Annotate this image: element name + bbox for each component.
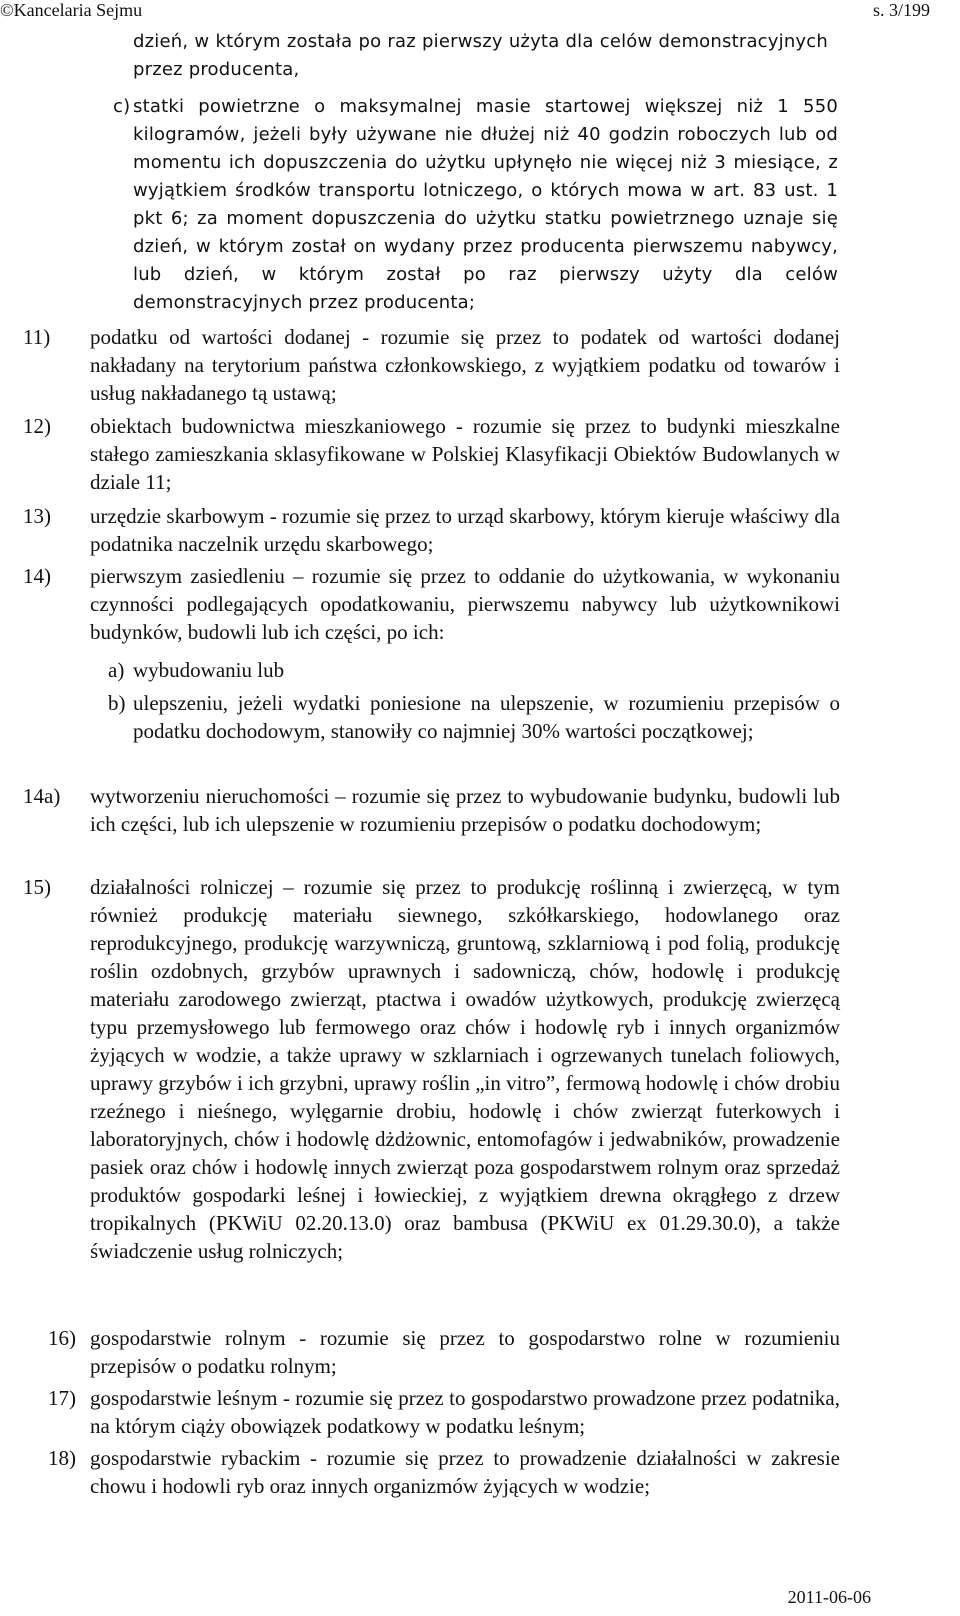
list-marker: 11) xyxy=(23,325,51,349)
definition-item-17 xyxy=(48,1384,840,1440)
list-item-text: obiektach budownictwa mieszkaniowego - rozumie się przez to budynki mieszkalne stałego zamieszkania sklasyfikowane w Polskiej Klasyfikacji Obiektów Budowlanych w dziale 11; xyxy=(90,414,840,494)
list-item-text: gospodarstwie rybackim - rozumie się przez to prowadzenie działalności w zakresie chowu i hodowli ryb oraz innych organizmów żyjących w wodzie; xyxy=(90,1446,840,1498)
list-marker: 18) xyxy=(48,1446,76,1470)
definition-item-14a xyxy=(23,782,840,838)
definition-item-12 xyxy=(23,412,840,496)
list-item-text: gospodarstwie rolnym - rozumie się przez to gospodarstwo rolne w rozumieniu przepisów o podatku rolnym; xyxy=(90,1326,840,1378)
list-item-text: podatku od wartości dodanej - rozumie się przez to podatek od wartości dodanej nakładany na terytorium państwa członkowskiego, z wyjątkiem podatku od towarów i usług nakładanego tą ustawą; xyxy=(90,325,840,405)
list-item-text: pierwszym zasiedleniu – rozumie się przez to oddanie do użytkowania, w wykonaniu czynności podlegających opodatkowaniu, pierwszemu nabywcy lub użytkownikowi budynków, budowli lub ich części, po ich: xyxy=(90,564,840,644)
list-marker: 17) xyxy=(48,1386,76,1410)
list-marker: 15) xyxy=(23,875,51,899)
list-item-text: statki powietrzne o maksymalnej masie startowej większej niż 1 550 kilogramów, jeżeli były używane nie dłużej niż 40 godzin roboczych lub od momentu ich dopuszczenia do użytku upłynęło nie więcej niż 3 miesiące, z wyjątkiem środków transportu lotniczego, o których mowa w art. 83 ust. 1 pkt 6; za moment dopuszczenia do użytku statku powietrznego uznaje się dzień, w którym został on wydany przez producenta pierwszemu nabywcy, lub dzień, w którym został po raz pierwszy użyty dla celów demonstracyjnych przez producenta; xyxy=(133,96,838,313)
sub-item-a xyxy=(108,656,840,684)
list-marker: 14) xyxy=(23,564,51,588)
footer-date: 2011-06-06 xyxy=(787,1587,871,1607)
definition-item-11 xyxy=(23,323,840,407)
list-marker: 12) xyxy=(23,414,51,438)
list-marker: 14a) xyxy=(23,784,61,808)
list-marker: b) xyxy=(108,691,126,715)
list-item-text: gospodarstwie leśnym - rozumie się przez to gospodarstwo prowadzone przez podatnika, na którym ciąży obowiązek podatkowy w podatku leśnym; xyxy=(90,1386,840,1438)
paragraph-continuation xyxy=(133,28,828,84)
list-item-text: działalności rolniczej – rozumie się przez to produkcję roślinną i zwierzęcą, w tym również produkcję materiału siewnego, szkółkarskiego, hodowlanego oraz reprodukcyjnego, produkcję warzywniczą, gruntową, szklarniową i pod folią, produkcję roślin ozdobnych, grzybów uprawnych i sadowniczą, chów, hodowlę i produkcję materiału zarodowego zwierząt, ptactwa i owadów użytkowych, produkcję zwierzęcą typu przemysłowego lub fermowego oraz chów i hodowlę ryb i innych organizmów żyjących w wodzie, a także uprawy w szklarniach i ogrzewanych tunelach foliowych, uprawy grzybów i ich grzybni, uprawy roślin „in vitro”, fermową hodowlę i chów drobiu rzeźnego i nieśnego, wylęgarnie drobiu, hodowlę i chów zwierząt futerkowych i laboratoryjnych, chów i hodowlę dżdżownic, entomofagów i jedwabników, prowadzenie pasiek oraz chów i hodowlę innych zwierząt poza gospodarstwem rolnym oraz sprzedaż produktów gospodarki leśnej i łowieckiej, z wyjątkiem drewna okrągłego z drzew tropikalnych (PKWiU 02.20.13.0) oraz bambusa (PKWiU ex 01.29.30.0), a także świadczenie usług rolniczych; xyxy=(90,875,840,1263)
definition-item-14 xyxy=(23,562,840,646)
list-item-text: wytworzeniu nieruchomości – rozumie się przez to wybudowanie budynku, budowli lub ich części, lub ich ulepszenie w rozumieniu przepisów o podatku dochodowym; xyxy=(90,784,840,836)
sub-item-b xyxy=(108,689,840,745)
definition-item-13 xyxy=(23,502,840,558)
list-marker: 16) xyxy=(48,1326,76,1350)
definition-item-15 xyxy=(23,873,840,1265)
definition-item-18 xyxy=(48,1444,840,1500)
list-marker: 13) xyxy=(23,504,51,528)
list-marker: a) xyxy=(108,658,125,682)
list-marker: c) xyxy=(113,96,131,117)
list-item-text: urzędzie skarbowym - rozumie się przez to urząd skarbowy, którym kieruje właściwy dla podatnika naczelnik urzędu skarbowego; xyxy=(90,504,840,556)
paragraph-text: dzień, w którym została po raz pierwszy użyta dla celów demonstracyjnych przez producenta, xyxy=(133,31,828,80)
list-item-text: ulepszeniu, jeżeli wydatki poniesione na ulepszenie, w rozumieniu przepisów o podatku dochodowym, stanowiły co najmniej 30% wartości początkowej; xyxy=(133,691,840,743)
list-item-c xyxy=(113,93,838,317)
page-header-left: ©Kancelaria Sejmu xyxy=(0,0,143,20)
list-item-text: wybudowaniu lub xyxy=(133,658,285,682)
definition-item-16 xyxy=(48,1324,840,1380)
page-number: s. 3/199 xyxy=(872,0,930,20)
